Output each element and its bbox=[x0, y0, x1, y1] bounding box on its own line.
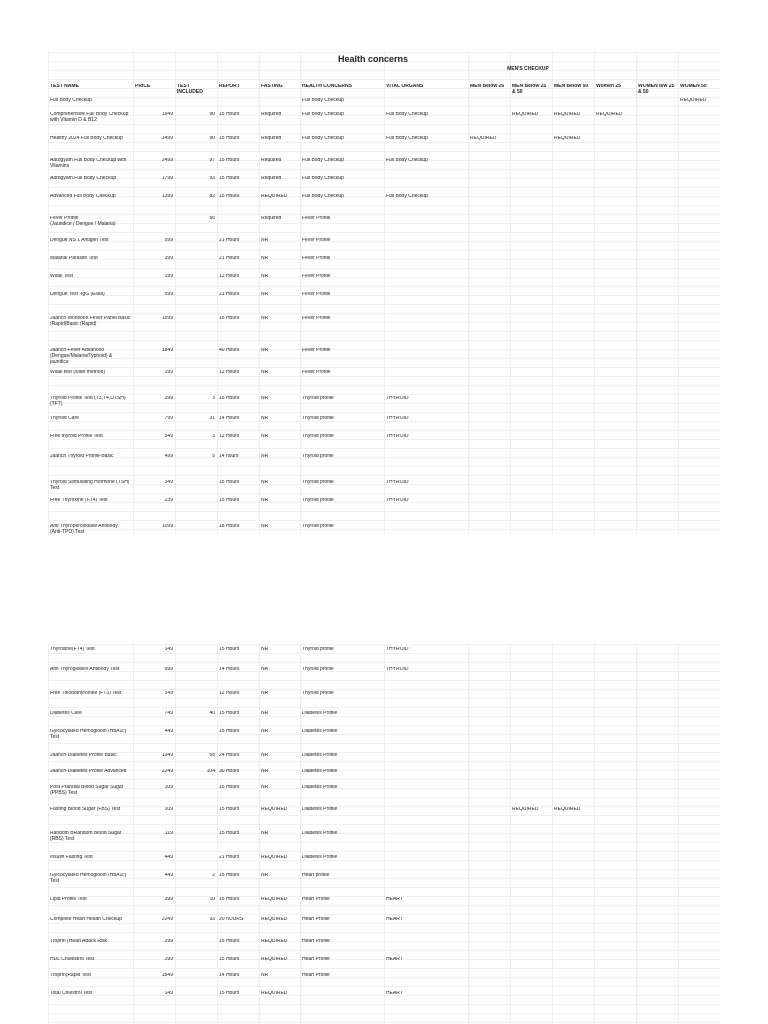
table-cell-name: Gylcocylated Hemoglobin (HbA1c) Test bbox=[50, 729, 127, 740]
table-cell-name: Anti Thyroglobilin Antibody Test bbox=[50, 667, 120, 672]
mens-checkup-label: MEN'S CHECKUP bbox=[507, 66, 549, 72]
table-cell-price: 1349 bbox=[161, 753, 173, 758]
table-cell-name: Jaanch-Fever Advanced (Dengue/Malaria/Typhoid) & jaundice bbox=[50, 348, 113, 365]
column-header: TEST INCLUDED bbox=[177, 84, 203, 95]
table-cell-name: Jaanch-Monsoon Fever Panel Basic (Rapid)Basic (Rapid) bbox=[50, 316, 131, 327]
table-cell-m2550: REQUIRED bbox=[512, 807, 539, 812]
spreadsheet-page-2 bbox=[48, 644, 720, 1024]
table-cell-m2550: REQUIRED bbox=[512, 112, 539, 117]
table-cell-name: Diabetes Care bbox=[50, 711, 82, 716]
column-header: MEN Below 50 bbox=[554, 84, 589, 89]
table-cell-name: Full Body Checkup bbox=[50, 98, 92, 103]
table-cell-fasting: REQUIRED bbox=[261, 939, 288, 944]
table-cell-concern: Diabetes Profile bbox=[302, 785, 338, 790]
table-cell-fasting: NR bbox=[261, 831, 269, 836]
table-cell-concern: Fever Profile bbox=[302, 256, 331, 261]
table-cell-report: 15 Hours bbox=[219, 396, 240, 401]
table-cell-fasting: NR bbox=[261, 348, 269, 353]
table-cell-concern: Fever Profile bbox=[302, 348, 331, 353]
table-cell-price: 1849 bbox=[161, 348, 173, 353]
table-cell-fasting: NR bbox=[261, 316, 269, 321]
table-cell-concern: Heart profile bbox=[302, 873, 330, 878]
table-cell-name: Free Triiodothyronine (FT3) Test bbox=[50, 691, 122, 696]
table-cell-organ: THYROID bbox=[386, 480, 409, 485]
table-cell-fasting: NR bbox=[261, 434, 269, 439]
table-cell-price: 1949 bbox=[161, 112, 173, 117]
table-cell-name: Insulin Fasting Test bbox=[50, 855, 93, 860]
table-cell-price: 119 bbox=[165, 831, 173, 836]
table-cell-included: 97 bbox=[209, 158, 215, 163]
table-cell-concern: Diabetes Profile bbox=[302, 753, 338, 758]
table-cell-report: 30 Hours bbox=[219, 769, 240, 774]
table-cell-name: Widal Test bbox=[50, 274, 73, 279]
table-cell-name: Complete Heart Health Checkup bbox=[50, 917, 122, 922]
table-cell-concern: Thyroid profile bbox=[302, 454, 334, 459]
table-cell-concern: Thyroid profile bbox=[302, 434, 334, 439]
column-header: FASTING bbox=[261, 84, 283, 89]
table-cell-report: 15 Hours bbox=[219, 831, 240, 836]
table-cell-price: 549 bbox=[164, 434, 173, 439]
table-cell-concern: Diabetes Profile bbox=[302, 855, 338, 860]
table-cell-price: 599 bbox=[164, 292, 173, 297]
table-cell-concern: Thyroid profile bbox=[302, 416, 334, 421]
column-header: WOMEN 50 bbox=[680, 84, 707, 89]
table-cell-concern: Thyroid profile bbox=[302, 396, 334, 401]
table-cell-report: 14 Hours bbox=[219, 416, 240, 421]
table-cell-organ: HEART bbox=[386, 917, 403, 922]
table-cell-report: 15 Hours bbox=[219, 873, 240, 878]
table-cell-concern: Diabetes Profile bbox=[302, 807, 338, 812]
table-cell-report: 15 Hours bbox=[219, 194, 240, 199]
table-cell-report: 15 Hours bbox=[219, 480, 240, 485]
table-cell-concern: Thyroid profile bbox=[302, 667, 334, 672]
table-cell-concern: Fever Profile bbox=[302, 274, 331, 279]
table-cell-name: Troprin (Heart Attack Risk bbox=[50, 939, 108, 944]
table-cell-name: Dengue NS 1 Antigen Test bbox=[50, 238, 109, 243]
column-header: Women 25 bbox=[596, 84, 621, 89]
table-cell-price: 2249 bbox=[161, 769, 173, 774]
table-cell-name: Fasting Blood Sugar (FBS) Test bbox=[50, 807, 121, 812]
table-cell-included: 5 bbox=[212, 454, 215, 459]
table-cell-name: Anti Thyroperoxidase Antibody (Anti-TPO) Test bbox=[50, 524, 118, 535]
table-cell-concern: Diabetes Profile bbox=[302, 831, 338, 836]
table-cell-price: 499 bbox=[164, 454, 173, 459]
column-header: HEALTH CONCERNS bbox=[302, 84, 352, 89]
table-cell-organ: HEART bbox=[386, 957, 403, 962]
table-cell-name: Dengue Test -IgG (Elisa) bbox=[50, 292, 105, 297]
table-cell-fasting: REQUIRED bbox=[261, 897, 288, 902]
table-cell-name: Advanced Full Body Checkup bbox=[50, 194, 116, 199]
table-cell-report: 20 hOURS bbox=[219, 917, 244, 922]
table-cell-fasting: Required bbox=[261, 112, 282, 117]
table-cell-price: 109 bbox=[164, 785, 173, 790]
table-cell-organ: THYROID bbox=[386, 667, 409, 672]
table-cell-fasting: NR bbox=[261, 292, 269, 297]
table-cell-concern: Thyroid profile bbox=[302, 691, 334, 696]
table-cell-fasting: NR bbox=[261, 647, 269, 652]
sheet-title: Health concerns bbox=[337, 54, 409, 64]
table-cell-fasting: REQUIRED bbox=[261, 957, 288, 962]
table-cell-price: 1549 bbox=[161, 973, 173, 978]
table-cell-name: Jaanch-Diabetes Profile Advanced bbox=[50, 769, 127, 774]
table-cell-m50: REQUIRED bbox=[554, 136, 581, 141]
column-header: VITAL ORGANS bbox=[386, 84, 424, 89]
table-cell-concern: Fever Profile bbox=[302, 216, 331, 221]
table-cell-report: 21 Hours bbox=[219, 256, 240, 261]
table-cell-name: Post Prandial Blood Sugar Sugar (PPBS) Test bbox=[50, 785, 124, 796]
table-cell-fasting: NR bbox=[261, 256, 269, 261]
table-cell-concern: Full Body Checkup bbox=[302, 136, 344, 141]
table-cell-report: 21 Hours bbox=[219, 292, 240, 297]
table-cell-fasting: NR bbox=[261, 785, 269, 790]
table-cell-included: 82 bbox=[209, 194, 215, 199]
table-cell-price: 149 bbox=[164, 991, 173, 996]
table-cell-name: Aarogyam Full Body Checkup with Vitamins bbox=[50, 158, 127, 169]
table-cell-name: Thyroid Care bbox=[50, 416, 79, 421]
table-cell-name: Total Chlestrol Test bbox=[50, 991, 93, 996]
table-cell-name: Fever Profile (Jaundice / Dengue / Malaria) bbox=[50, 216, 116, 227]
table-cell-report: 14 Hours bbox=[219, 667, 240, 672]
table-cell-fasting: NR bbox=[261, 454, 269, 459]
table-cell-report: 15 Hours bbox=[219, 176, 240, 181]
column-header: MEN Below 25 bbox=[470, 84, 505, 89]
table-cell-included: 31 bbox=[209, 416, 215, 421]
table-cell-fasting: NR bbox=[261, 691, 269, 696]
column-header: REPORT bbox=[219, 84, 240, 89]
table-cell-report: 14 Hours bbox=[219, 973, 240, 978]
table-cell-organ: THYROID bbox=[386, 396, 409, 401]
table-cell-price: 999 bbox=[164, 667, 173, 672]
table-cell-concern: Full Body Checkup bbox=[302, 158, 344, 163]
table-cell-included: 3 bbox=[212, 396, 215, 401]
table-cell-price: 2499 bbox=[161, 158, 173, 163]
table-cell-price: 799 bbox=[164, 416, 173, 421]
table-cell-fasting: NR bbox=[261, 769, 269, 774]
table-cell-report: 15 Hours bbox=[219, 785, 240, 790]
table-cell-price: 449 bbox=[164, 855, 173, 860]
table-cell-fasting: NR bbox=[261, 873, 269, 878]
table-cell-price: 399 bbox=[164, 897, 173, 902]
table-cell-name: Healthy 2024 Full Body Checkup bbox=[50, 136, 123, 141]
table-cell-name: Free thyroid Profile Test bbox=[50, 434, 103, 439]
table-cell-concern: Full Body Checkup bbox=[302, 176, 344, 181]
table-cell-price: 1799 bbox=[161, 176, 173, 181]
table-cell-concern: Thyroid profile bbox=[302, 498, 334, 503]
table-cell-included: 68 bbox=[209, 753, 215, 758]
table-cell-report: 12 Hours bbox=[219, 370, 240, 375]
table-cell-report: 14 hours bbox=[219, 454, 239, 459]
table-cell-concern: Fever Profile bbox=[302, 292, 331, 297]
table-cell-fasting: NR bbox=[261, 396, 269, 401]
table-cell-concern: Heart Profile bbox=[302, 917, 330, 922]
table-cell-fasting: REQUIRED bbox=[261, 194, 288, 199]
table-cell-fasting: Required bbox=[261, 216, 282, 221]
table-cell-name: Comprehensive Full Body Checkup with Vitamin D & B12 bbox=[50, 112, 129, 123]
table-cell-included: 2 bbox=[212, 873, 215, 878]
table-cell-concern: Thyroid profile bbox=[302, 647, 334, 652]
table-cell-name: Lipid Profile Test bbox=[50, 897, 87, 902]
table-cell-fasting: NR bbox=[261, 524, 269, 529]
table-cell-organ: THYROID bbox=[386, 416, 409, 421]
table-cell-organ: Full Body Checkup bbox=[386, 112, 428, 117]
table-cell-price: 199 bbox=[164, 274, 173, 279]
table-cell-price: 1599 bbox=[161, 316, 173, 321]
table-cell-included: 40 bbox=[209, 711, 215, 716]
table-cell-price: 2249 bbox=[161, 917, 173, 922]
table-cell-concern: Diabetes Profile bbox=[302, 729, 338, 734]
table-cell-fasting: NR bbox=[261, 729, 269, 734]
column-header: WOMEN b/w 25 & 50 bbox=[638, 84, 675, 95]
table-cell-price: 449 bbox=[164, 729, 173, 734]
table-cell-concern: Full Body Checkup bbox=[302, 98, 344, 103]
table-cell-name: Troprin(Rapid Test bbox=[50, 973, 91, 978]
table-cell-price: 599 bbox=[164, 238, 173, 243]
table-cell-included: 93 bbox=[209, 176, 215, 181]
table-cell-report: 12 Hours bbox=[219, 691, 240, 696]
table-cell-fasting: REQUIRED bbox=[261, 807, 288, 812]
table-cell-price: 1099 bbox=[161, 524, 173, 529]
table-cell-fasting: NR bbox=[261, 416, 269, 421]
table-cell-report: 15 Hours bbox=[219, 897, 240, 902]
table-cell-price: 199 bbox=[164, 370, 173, 375]
table-cell-name: Free Thyroxine (FT4) Test bbox=[50, 498, 108, 503]
table-cell-concern: Heart Profile bbox=[302, 939, 330, 944]
table-cell-report: 12 Hours bbox=[219, 434, 240, 439]
table-cell-name: Jaanch Thyroid Profile-Basic bbox=[50, 454, 114, 459]
table-cell-concern: Thyroid profile bbox=[302, 524, 334, 529]
table-cell-fasting: NR bbox=[261, 498, 269, 503]
table-cell-name: Thyroid Stimulating Hormone (TSH) Test bbox=[50, 480, 130, 491]
table-cell-concern: Full Body Checkup bbox=[302, 194, 344, 199]
column-header: MEN Below 25 & 50 bbox=[512, 84, 547, 95]
table-cell-m25: REQUIRED bbox=[470, 136, 497, 141]
table-cell-price: 749 bbox=[164, 711, 173, 716]
table-cell-fasting: NR bbox=[261, 753, 269, 758]
table-cell-report: 15 Hours bbox=[219, 991, 240, 996]
column-header: PRICE bbox=[135, 84, 151, 89]
table-cell-fasting: NR bbox=[261, 238, 269, 243]
table-cell-fasting: REQUIRED bbox=[261, 991, 288, 996]
table-cell-fasting: NA bbox=[261, 667, 268, 672]
table-cell-name: Aarogyam Full Body Checkup bbox=[50, 176, 117, 181]
table-cell-price: 1499 bbox=[161, 136, 173, 141]
table-cell-fasting: NR bbox=[261, 973, 269, 978]
table-cell-report: 15 Hours bbox=[219, 729, 240, 734]
table-cell-fasting: NR bbox=[261, 480, 269, 485]
table-cell-report: 15 Hours bbox=[219, 957, 240, 962]
table-cell-report: 24 Hours bbox=[219, 753, 240, 758]
table-cell-report: 15 Hours bbox=[219, 711, 240, 716]
table-cell-price: 149 bbox=[164, 647, 173, 652]
table-cell-organ: HEART bbox=[386, 991, 403, 996]
table-cell-price: 299 bbox=[164, 957, 173, 962]
table-cell-fasting: NR bbox=[261, 274, 269, 279]
table-cell-m50: REQUIRED bbox=[554, 807, 581, 812]
table-cell-included: 93 bbox=[209, 917, 215, 922]
table-cell-report: 40 Hours bbox=[219, 348, 240, 353]
table-cell-report: 18 Hours bbox=[219, 524, 240, 529]
table-cell-concern: Full Body Checkup bbox=[302, 112, 344, 117]
table-cell-report: 15 Hours bbox=[219, 316, 240, 321]
table-cell-report: 15 Hours bbox=[219, 158, 240, 163]
table-cell-price: 299 bbox=[164, 939, 173, 944]
table-cell-included: 90 bbox=[209, 112, 215, 117]
table-cell-concern: Heart Profile bbox=[302, 973, 330, 978]
table-cell-concern: Thyroid profile bbox=[302, 480, 334, 485]
table-cell-organ: Full Body Checkup bbox=[386, 158, 428, 163]
table-cell-concern: Heart Profile bbox=[302, 957, 330, 962]
table-cell-included: 3 bbox=[212, 434, 215, 439]
table-cell-report: 15 Hours bbox=[219, 647, 240, 652]
table-cell-m50: REQUIRED bbox=[554, 112, 581, 117]
table-cell-report: 15 Hours bbox=[219, 112, 240, 117]
table-cell-fasting: Required bbox=[261, 158, 282, 163]
table-cell-price: 149 bbox=[164, 691, 173, 696]
table-cell-price: 449 bbox=[164, 873, 173, 878]
table-cell-organ: THYROID bbox=[386, 434, 409, 439]
table-cell-name: Random BRandom Blood Sugar (RBS) Test bbox=[50, 831, 122, 842]
table-cell-name: HDL Cholestrol Test bbox=[50, 957, 95, 962]
table-cell-included: 90 bbox=[209, 136, 215, 141]
table-cell-concern: Fever Profile bbox=[302, 238, 331, 243]
table-cell-organ: Full Body Checkup bbox=[386, 194, 428, 199]
table-cell-name: Thyroid Profile Test (T3,T4,UTSH) (TFT) bbox=[50, 396, 126, 407]
table-cell-report: 15 Hours bbox=[219, 498, 240, 503]
table-cell-fasting: NR bbox=[261, 370, 269, 375]
table-cell-included: 56 bbox=[209, 216, 215, 221]
table-cell-price: 1399 bbox=[161, 194, 173, 199]
table-cell-price: 399 bbox=[164, 256, 173, 261]
table-cell-report: 15 Hours bbox=[219, 939, 240, 944]
table-cell-organ: Full Body Checkup bbox=[386, 136, 428, 141]
table-cell-price: 109 bbox=[164, 807, 173, 812]
table-cell-fasting: Required bbox=[261, 136, 282, 141]
table-cell-organ: HEART bbox=[386, 897, 403, 902]
table-cell-fasting: NR bbox=[261, 711, 269, 716]
table-cell-included: 10 bbox=[209, 897, 215, 902]
table-cell-w50: REQUIRED bbox=[680, 98, 707, 103]
table-cell-name: Thyroxine(FT4) Test bbox=[50, 647, 95, 652]
table-cell-price: 399 bbox=[164, 396, 173, 401]
table-cell-report: 15 Hours bbox=[219, 807, 240, 812]
table-cell-name: Gylcocylated Hemoglobin (HbA1c) Test bbox=[50, 873, 127, 884]
table-cell-included: 104 bbox=[206, 769, 215, 774]
table-cell-name: Malarial Parasite Test bbox=[50, 256, 98, 261]
table-cell-report: 12 Hours bbox=[219, 274, 240, 279]
table-cell-w25: REQUIRED bbox=[596, 112, 623, 117]
table-cell-concern: Diabetes Profile bbox=[302, 769, 338, 774]
table-cell-name: Jaanch-Diabetes Profile Basic bbox=[50, 753, 117, 758]
table-cell-organ: THYROID bbox=[386, 647, 409, 652]
table-cell-price: 349 bbox=[164, 480, 173, 485]
table-cell-report: 21 Hours bbox=[219, 238, 240, 243]
table-cell-concern: Fever Profile bbox=[302, 370, 331, 375]
table-cell-concern: Heart Profile bbox=[302, 897, 330, 902]
table-cell-concern: Fever Profile bbox=[302, 316, 331, 321]
column-header: TEST NAME bbox=[50, 84, 79, 89]
table-cell-fasting: REQUIRED bbox=[261, 917, 288, 922]
table-cell-name: Widal test (slide method) bbox=[50, 370, 106, 375]
table-cell-price: 239 bbox=[164, 498, 173, 503]
spreadsheet-page-1 bbox=[48, 52, 720, 534]
table-cell-fasting: REQUIRED bbox=[261, 855, 288, 860]
table-cell-report: 21 Hours bbox=[219, 855, 240, 860]
table-cell-fasting: Required bbox=[261, 176, 282, 181]
table-cell-report: 15 Hours bbox=[219, 136, 240, 141]
table-cell-concern: Diabetes Profile bbox=[302, 711, 338, 716]
table-cell-organ: THYROID bbox=[386, 498, 409, 503]
